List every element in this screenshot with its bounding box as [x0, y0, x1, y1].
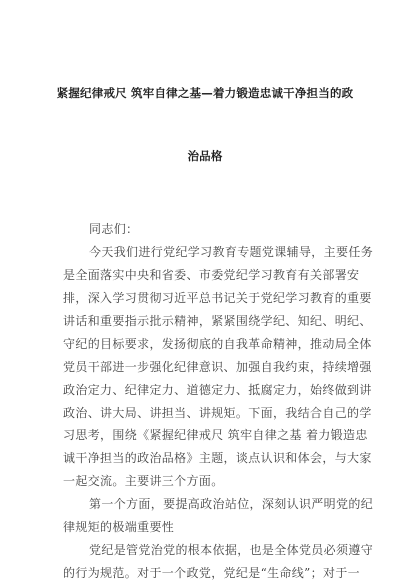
- paragraph-2-line-1: 党纪是管党治党的根本依据，也是全体党员必须遵守: [89, 543, 374, 558]
- paragraph-2-line-2: 的行为规范。对于一个政党，党纪是“生命线”；对于一: [63, 566, 361, 580]
- document-title-line-2: 治品格: [187, 149, 223, 163]
- paragraph-1-line-8: 政治、讲大局、讲担当、讲规矩。下面，我结合自己的学: [63, 405, 372, 420]
- paragraph-1-line-4: 讲话和重要指示批示精神，紧紧围绕学纪、知纪、明纪、: [63, 313, 372, 328]
- paragraph-1-line-3: 排，深入学习贯彻习近平总书记关于党纪学习教育的重要: [63, 290, 372, 305]
- paragraph-1-line-1: 今天我们进行党纪学习教育专题党课辅导，主要任务: [89, 244, 374, 259]
- section-1-heading-line-2: 律规矩的极端重要性: [63, 520, 175, 535]
- document-title-line-1: 紧握纪律戒尺 筑牢自律之基—着力锻造忠诚干净担当的政: [56, 86, 354, 100]
- paragraph-1-line-2: 是全面落实中央和省委、市委党纪学习教育有关部署安: [63, 267, 360, 282]
- paragraph-1-line-5: 守纪的目标要求，发扬彻底的自我革命精神，推动局全体: [63, 336, 372, 351]
- section-1-heading-line-1: 第一个方面，要提高政治站位，深刻认识严明党的纪: [89, 497, 374, 512]
- paragraph-1-line-6: 党员干部进一步强化纪律意识、加强自我约束，持续增强: [63, 359, 372, 374]
- paragraph-1-line-10: 诚干净担当的政治品格》主题，谈点认识和体会，与大家: [63, 451, 372, 466]
- paragraph-1-line-7: 政治定力、纪律定力、道德定力、抵腐定力，始终做到讲: [63, 382, 372, 397]
- paragraph-1-line-9: 习思考，围绕《紧握纪律戒尺 筑牢自律之基 着力锻造忠: [63, 428, 368, 443]
- greeting: 同志们：: [89, 222, 139, 236]
- paragraph-1-line-11: 一起交流。主要讲三个方面。: [63, 474, 224, 489]
